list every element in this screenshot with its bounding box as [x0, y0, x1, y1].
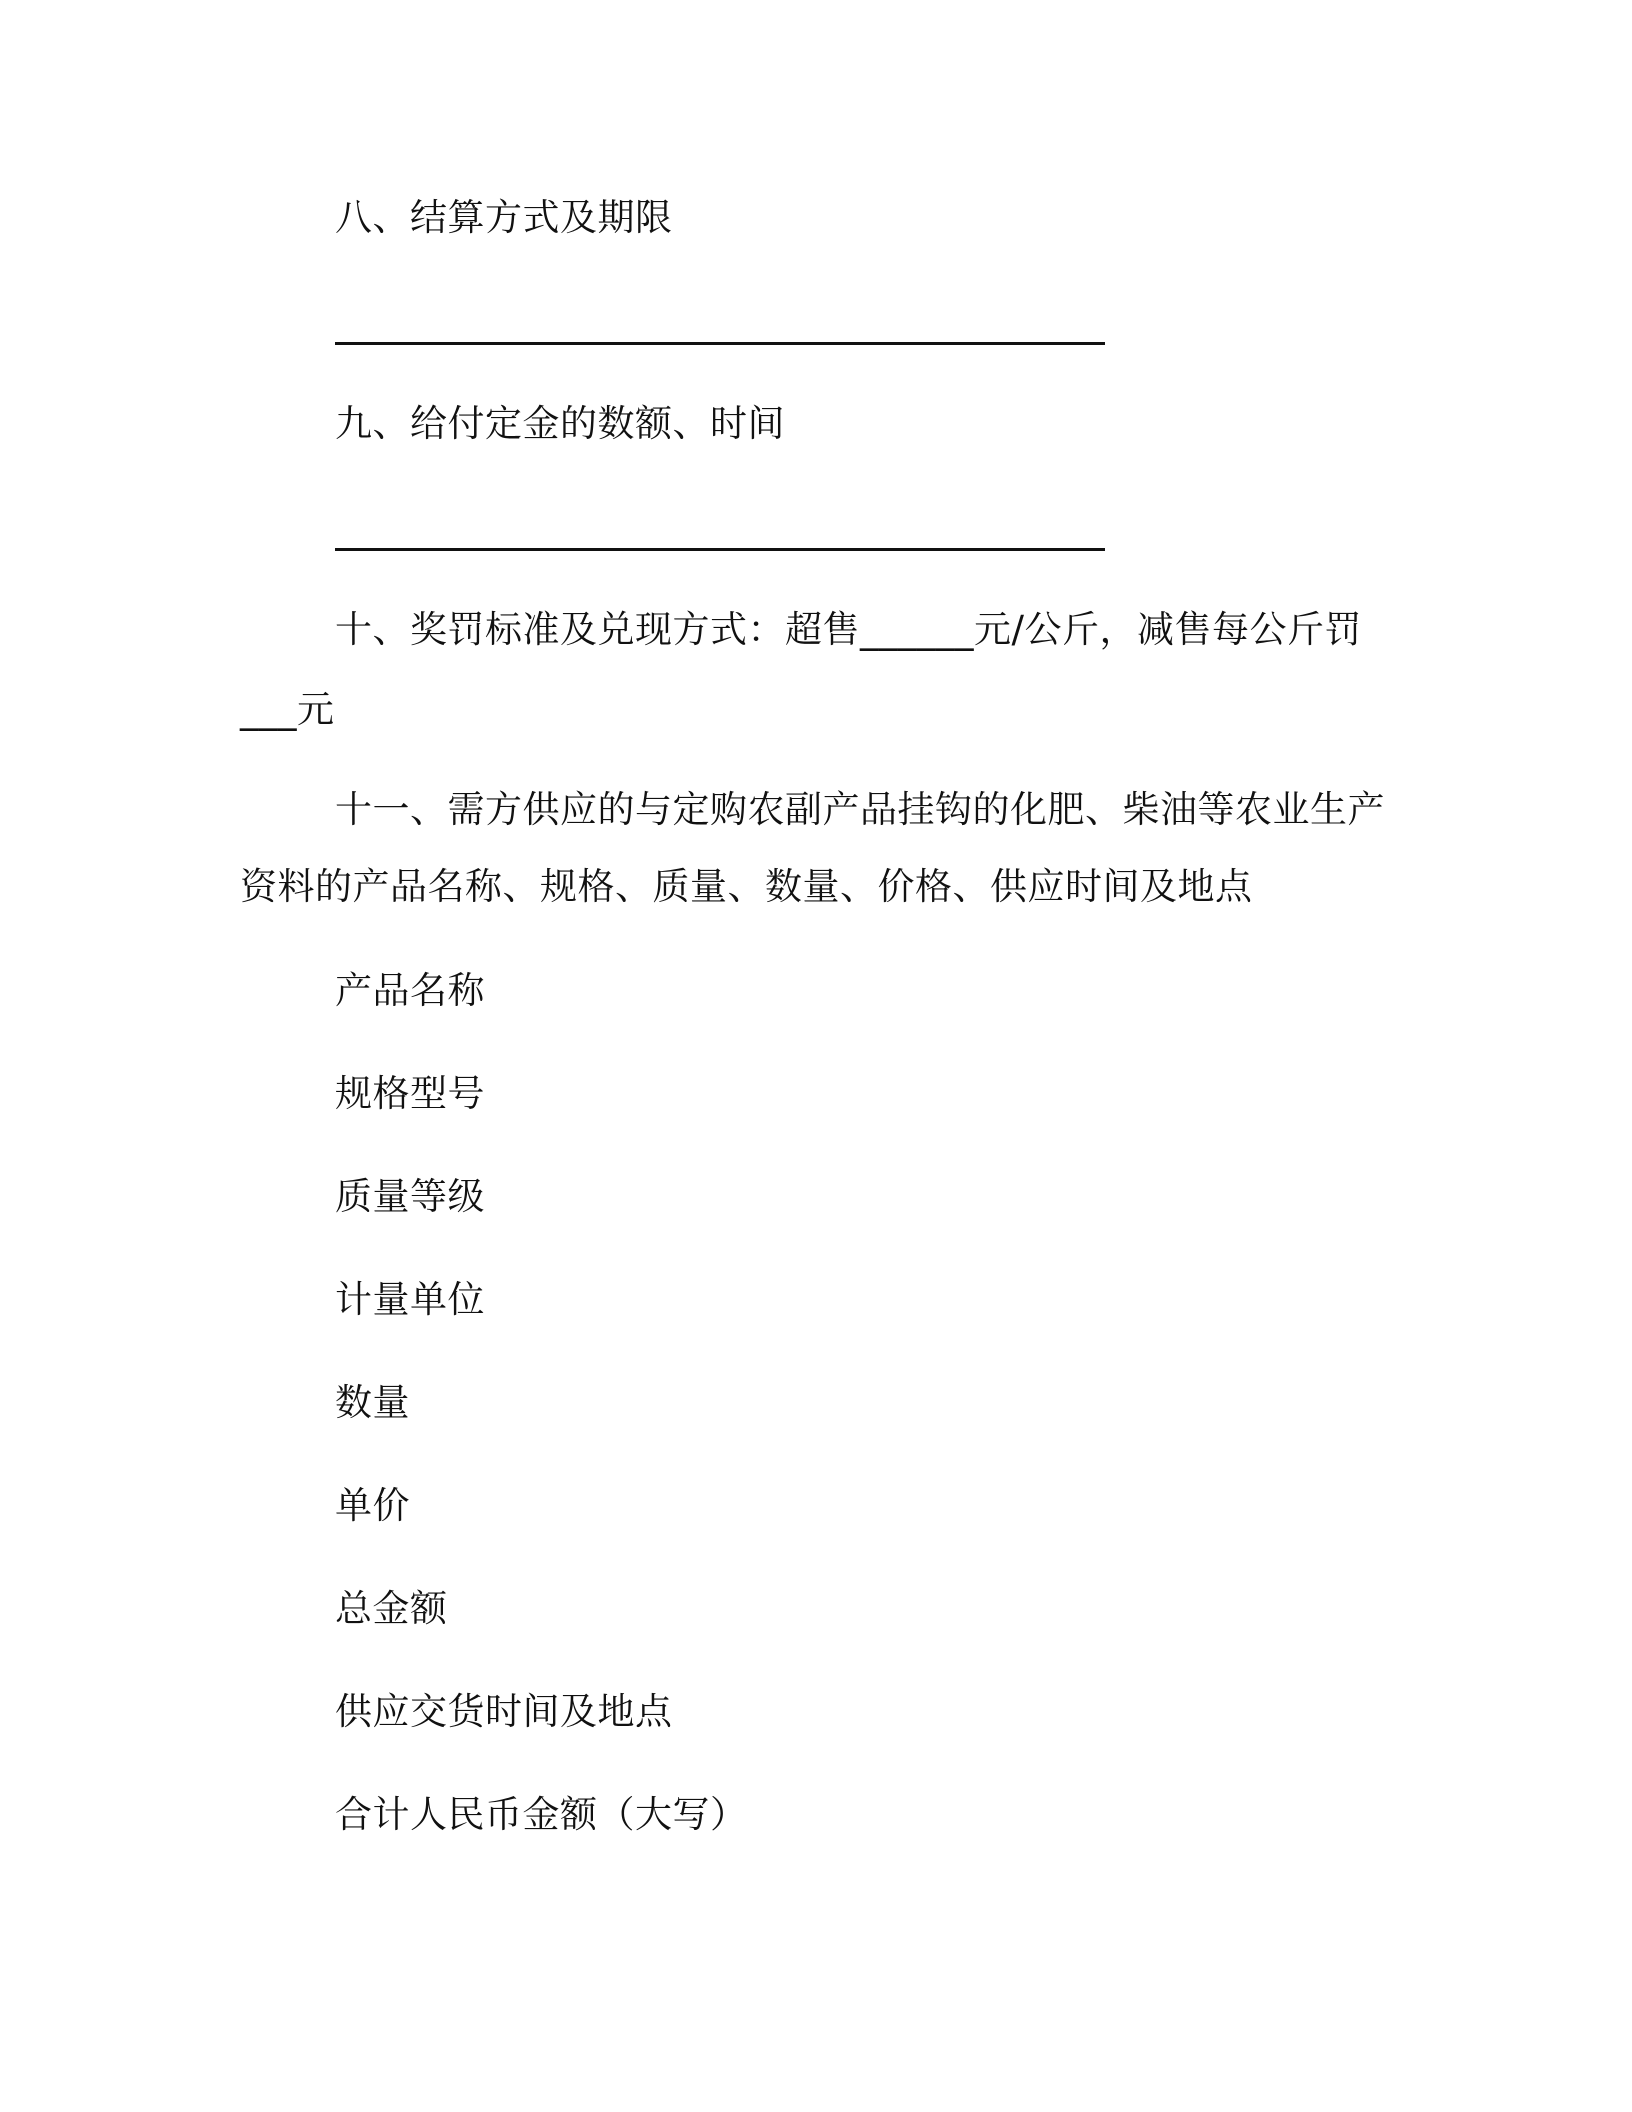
section-8-heading: 八、结算方式及期限: [335, 196, 673, 239]
field-spec-model: 规格型号: [335, 1072, 485, 1115]
section-9-heading: 九、给付定金的数额、时间: [335, 402, 785, 445]
field-total-amount: 总金额: [335, 1587, 448, 1630]
section-11-line-1: 十一、需方供应的与定购农副产品挂钩的化肥、柴油等农业生产: [335, 788, 1385, 831]
field-delivery-time-place: 供应交货时间及地点: [335, 1690, 673, 1733]
field-quantity: 数量: [335, 1381, 410, 1424]
field-total-rmb-uppercase: 合计人民币金额（大写）: [335, 1793, 748, 1836]
section-9-blank-line: [335, 548, 1105, 551]
field-unit-price: 单价: [335, 1484, 410, 1527]
section-10-line-1: 十、奖罚标准及兑现方式：超售______元/公斤，减售每公斤罚: [335, 608, 1362, 651]
section-8-blank-line: [335, 342, 1105, 345]
field-measurement-unit: 计量单位: [335, 1278, 485, 1321]
field-quality-grade: 质量等级: [335, 1175, 485, 1218]
section-11-line-2: 资料的产品名称、规格、质量、数量、价格、供应时间及地点: [240, 865, 1253, 908]
section-10-line-2: ___元: [240, 688, 335, 731]
field-product-name: 产品名称: [335, 969, 485, 1012]
